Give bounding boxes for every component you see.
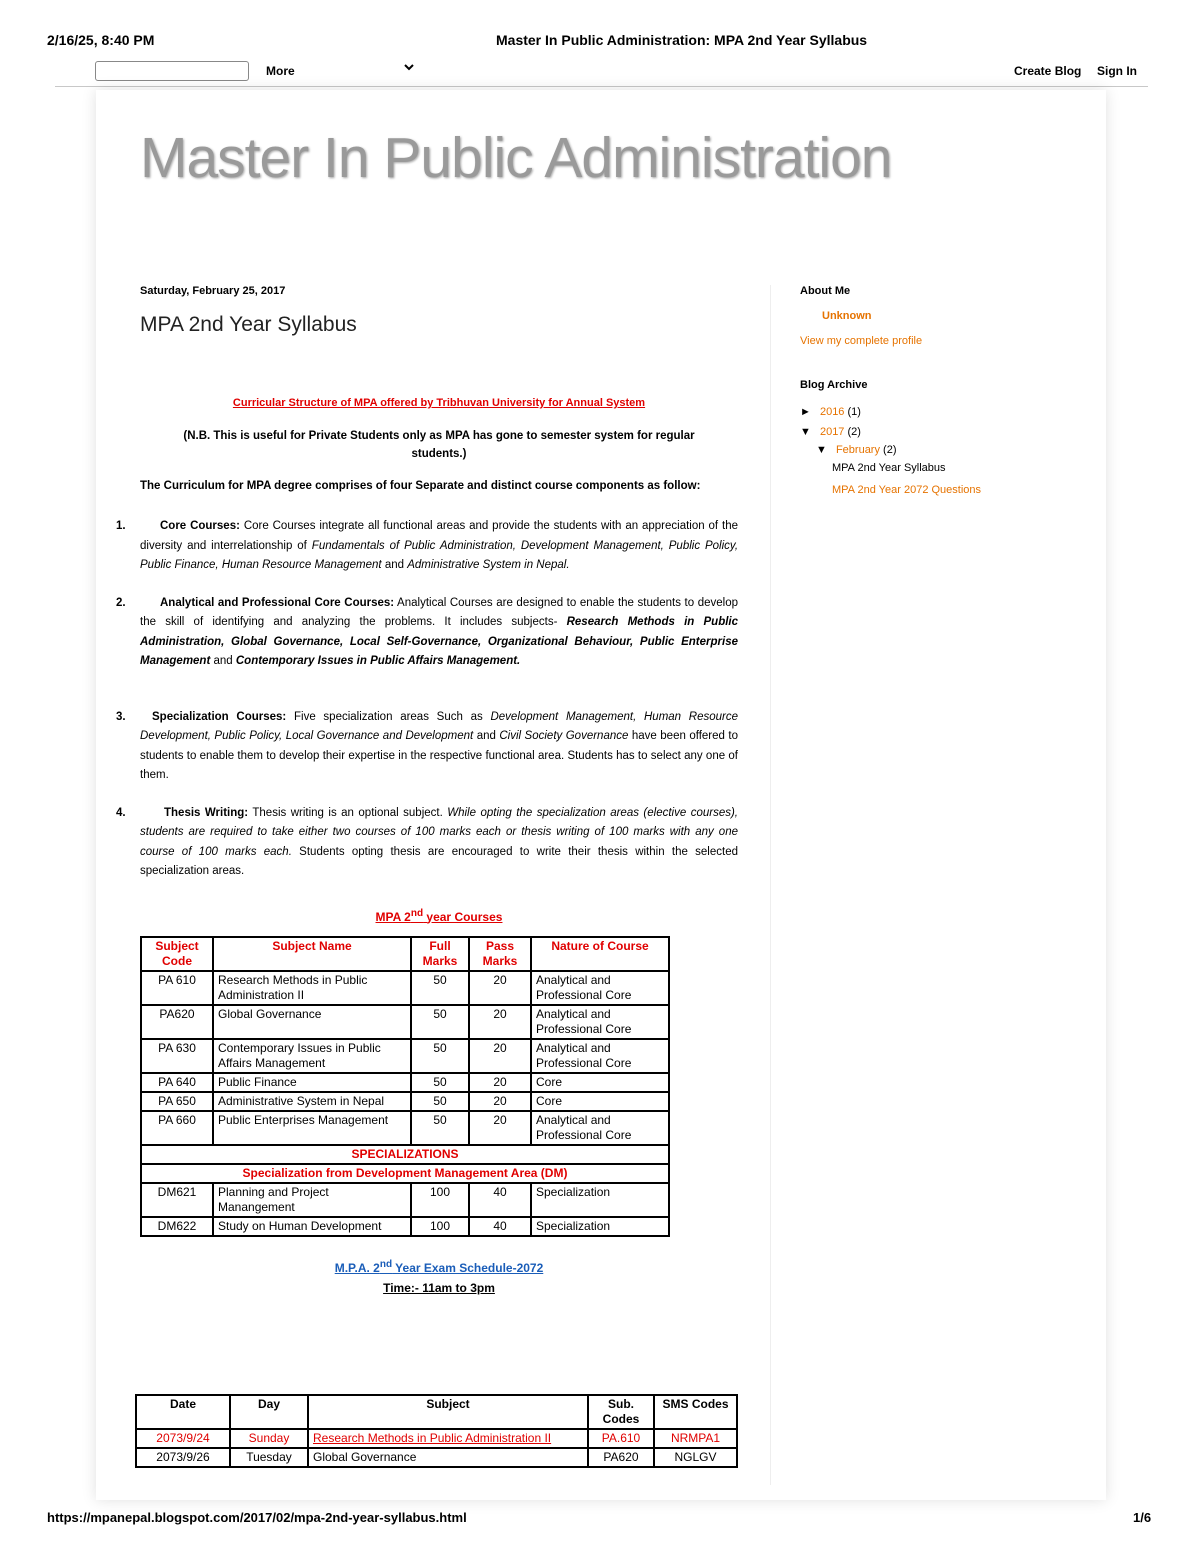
sidebar	[800, 285, 1060, 496]
table-row: PA 650 Administrative System in Nepal 50 20 Core	[141, 1092, 669, 1111]
archive-heading: Blog Archive	[800, 379, 868, 391]
post-column	[116, 285, 739, 1295]
triangle-down-icon[interactable]: ▼	[816, 444, 827, 456]
blog-title[interactable]: Master In Public Administration	[140, 126, 892, 190]
table-row: PA 640 Public Finance 50 20 Core	[141, 1073, 669, 1092]
list-item: 1. Core Courses: Core Courses integrate all functional areas and provide the students with an appreciation of the diversity and interrelationship of Fundamentals of Public Administration, Development Management, Public Policy, Public Finance, Human Resource Management and Administrative System in Nepal.	[116, 520, 739, 571]
courses-table	[140, 936, 670, 1237]
search-input[interactable]	[95, 61, 249, 81]
table-row: DM622 Study on Human Development 100 40 Specialization	[141, 1217, 669, 1236]
table-row: PA 630 Contemporary Issues in Public Affairs Management 50 20 Analytical and Professional Core	[141, 1039, 669, 1073]
exam-schedule-table	[135, 1394, 738, 1468]
print-datetime: 2/16/25, 8:40 PM	[47, 32, 155, 48]
print-page-number: 1/6	[1133, 1510, 1152, 1525]
list-item: 4. Thesis Writing: Thesis writing is an optional subject. While opting the specialization areas (elective courses), students are required to take either two courses of 100 marks each or thesis writing of 100 marks with any one course of 100 marks each. Students opting thesis are encouraged to write their thesis within the selected specialization areas.	[116, 806, 738, 877]
more-menu[interactable]	[266, 64, 295, 78]
table-row: PA620 Global Governance 50 20 Analytical and Professional Core	[141, 1005, 669, 1039]
table-header-row: Date Day Subject Sub. Codes SMS Codes	[136, 1395, 737, 1429]
specialization-sub-row: Specialization from Development Management Area (DM)	[141, 1164, 669, 1183]
create-blog-link[interactable]: Create Blog	[1014, 64, 1082, 78]
archive-post-link[interactable]: MPA 2nd Year Syllabus	[832, 462, 946, 474]
print-page-title: Master In Public Administration: MPA 2nd Year Syllabus	[496, 32, 868, 48]
archive-year-2017[interactable]: ▼ 2017 (2)	[800, 426, 861, 438]
post-title[interactable]: MPA 2nd Year Syllabus	[140, 313, 357, 336]
column-divider	[770, 285, 771, 1485]
triangle-down-icon[interactable]: ▼	[800, 426, 811, 438]
print-url: https://mpanepal.blogspot.com/2017/02/mpa-2nd-year-syllabus.html	[47, 1510, 467, 1525]
table-header-row: Subject Code Subject Name Full Marks Pass Marks Nature of Course	[141, 937, 669, 971]
specialization-title-row: SPECIALIZATIONS	[141, 1145, 669, 1164]
archive-year-2016[interactable]: ► 2016 (1)	[800, 406, 861, 418]
table-row: PA 610 Research Methods in Public Administration II 50 20 Analytical and Professional Core	[141, 971, 669, 1005]
profile-name-link[interactable]: Unknown	[822, 310, 872, 322]
post-date: Saturday, February 25, 2017	[140, 285, 286, 297]
subject-link[interactable]: Research Methods in Public Administration II	[308, 1429, 588, 1448]
list-item: 3. Specialization Courses: Five specialization areas Such as Development Management, Human Resource Development, Public Policy, Local Governance and Development and Civil Society Governance have been offered to students to enable them to develop their expertise in the respective functional area. Students has to select any one of them.	[116, 710, 739, 781]
chevron-down-icon[interactable]	[403, 60, 415, 76]
archive-post-link[interactable]: MPA 2nd Year 2072 Questions	[832, 484, 982, 496]
about-heading: About Me	[800, 285, 851, 297]
table-row: 2073/9/24 Sunday Research Methods in Public Administration II PA.610 NRMPA1	[136, 1429, 737, 1448]
table-row: DM621 Planning and Project Manangement 100 40 Specialization	[141, 1183, 669, 1217]
courses-heading: MPA 2nd year Courses	[375, 907, 503, 924]
sign-in-link[interactable]: Sign In	[1097, 64, 1137, 78]
table-row: 2073/9/26 Tuesday Global Governance PA620 NGLGV	[136, 1448, 737, 1467]
archive-month-february[interactable]: ▼ February (2)	[816, 444, 897, 456]
schedule-heading[interactable]: M.P.A. 2nd Year Exam Schedule-2072	[334, 1258, 544, 1275]
post-intro: The Curriculum for MPA degree comprises of four Separate and distinct course components as follow:	[140, 480, 701, 492]
table-row: PA 660 Public Enterprises Management 50 20 Analytical and Professional Core	[141, 1111, 669, 1145]
more-label: More	[266, 64, 295, 78]
triangle-right-icon[interactable]: ►	[800, 406, 811, 418]
post-note: (N.B. This is useful for Private Students only as MPA has gone to semester system for regular students.)	[183, 430, 695, 460]
curricular-structure-link[interactable]: Curricular Structure of MPA offered by Tribhuvan University for Annual System	[232, 397, 646, 409]
schedule-time: Time:- 11am to 3pm	[383, 1280, 495, 1295]
list-item: 2. Analytical and Professional Core Courses: Analytical Courses are designed to enable the students to develop the skill of identifying and analyzing the problems. It includes subjects- Research Methods in Public Administration, Global Governance, Local Self-Governance, Organizational Behaviour, Public Enterprise Management and Contemporary Issues in Public Affairs Management.	[116, 596, 738, 667]
view-profile-link[interactable]: View my complete profile	[800, 335, 923, 347]
